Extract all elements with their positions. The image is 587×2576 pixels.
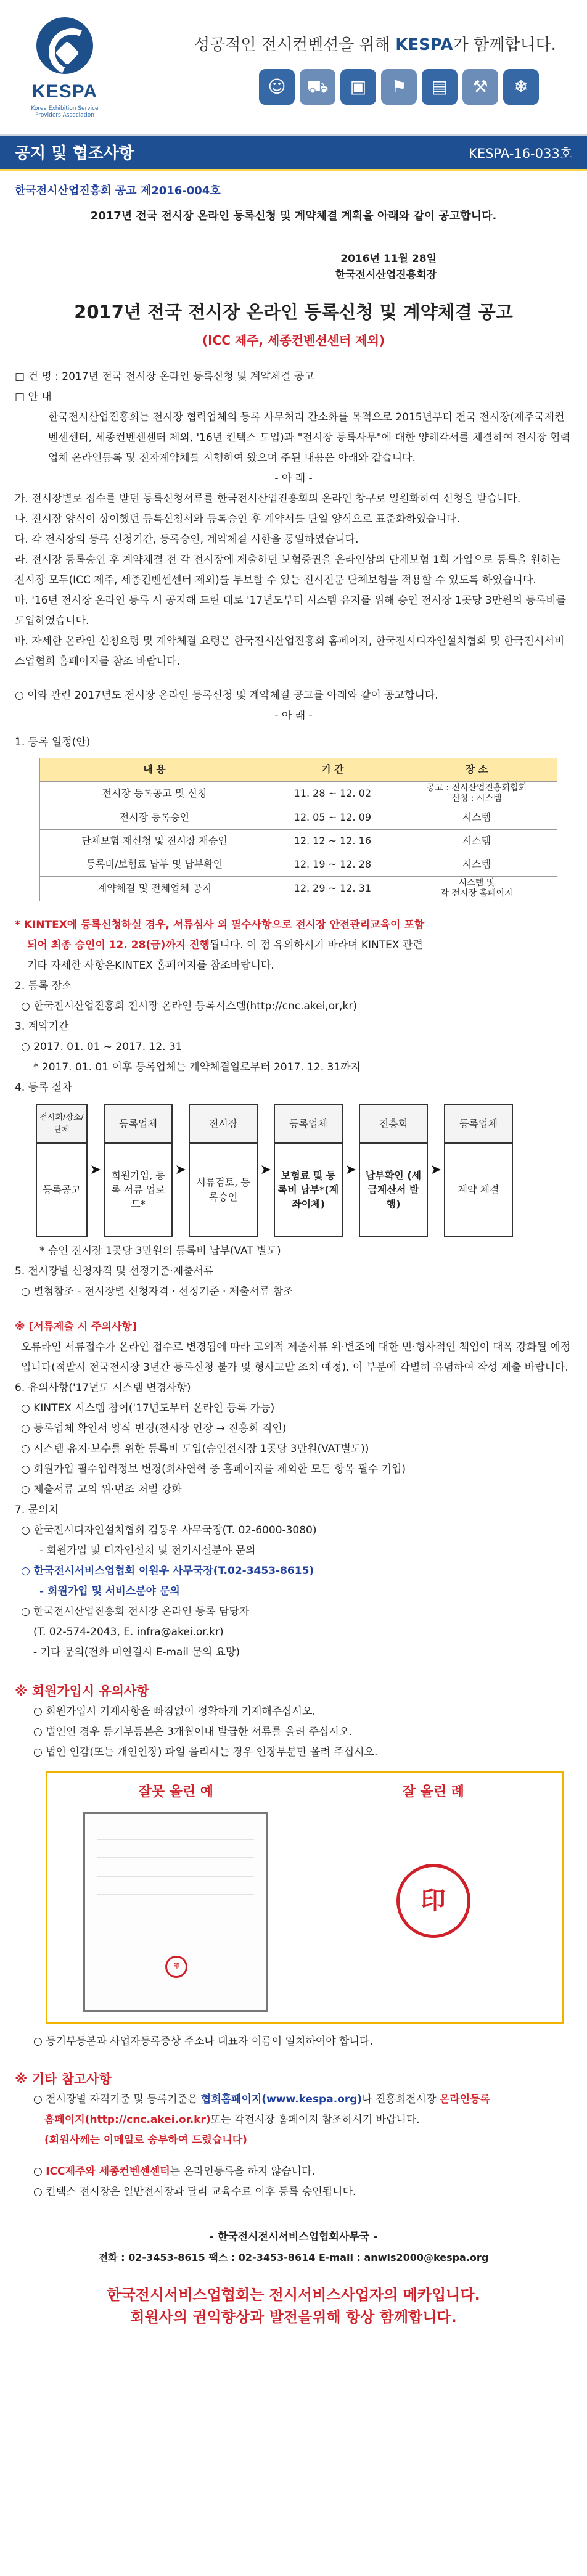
flow-box: [274, 1104, 343, 1237]
etc-note: (회원사께는 이메일로 송부하여 드렸습니다): [44, 2133, 247, 2146]
member-item: ○ 법인 인감(또는 개인인장) 파일 올리시는 경우 인장부분만 올려 주십시오.: [33, 1745, 378, 1758]
doc-title: 2017년 전국 전시장 온라인 등록신청 및 계약체결 공고: [74, 301, 513, 322]
flow-box-bottom: 계약 체결: [458, 1183, 499, 1196]
schedule-header-row: [40, 758, 557, 781]
flow-box-top: 진흥회: [360, 1105, 427, 1144]
table-cell: 12. 12 ~ 12. 16: [269, 829, 396, 853]
kintex-more: 기타 자세한 사항은KINTEX 홈페이지를 참조바랍니다.: [27, 959, 274, 972]
col-header: 기 간: [269, 758, 396, 781]
table-row: [40, 829, 557, 853]
table-cell: 전시장 등록승인: [40, 806, 269, 829]
table-cell: 12. 05 ~ 12. 09: [269, 806, 396, 829]
contact-line: - 회원가입 및 디자인설치 및 전기시설분야 문의: [39, 1544, 256, 1557]
slogan-pre: 성공적인 전시컨벤션을 위해: [194, 36, 396, 54]
table-cell: 12. 29 ~ 12. 31: [269, 876, 396, 901]
table-cell: 전시장 등록공고 및 신청: [40, 781, 269, 806]
method-line[interactable]: ○ 한국전시산업진흥회 전시장 온라인 등록시스템(http://cnc.akei,or,kr): [21, 999, 357, 1012]
change-item: ○ KINTEX 시스템 참여('17년도부터 온라인 등록 가능): [21, 1401, 275, 1414]
contact-line: - 기타 문의(전화 미연결시 E-mail 문의 요망): [33, 1646, 240, 1659]
slogan-post: 가 함께합니다.: [453, 36, 556, 54]
kespa-logo[interactable]: [25, 17, 105, 119]
flow-box-top: 등록업체: [445, 1105, 512, 1144]
chair-icon: ▣: [340, 69, 376, 105]
table-row: [40, 876, 557, 901]
contact-line: ○ 한국전시산업진흥회 전시장 온라인 등록 담당자: [21, 1605, 250, 1618]
docs-line: ○ 별첨참조 - 전시장별 신청자격 · 선정기준 · 제출서류 참조: [21, 1285, 294, 1298]
schedule-heading: 1. 등록 일정(안): [15, 736, 91, 749]
doc-line: [97, 1857, 254, 1858]
col-header: 장 소: [396, 758, 557, 781]
flow-box-top: 등록업체: [105, 1105, 171, 1144]
kintex-plain-text: 됩니다. 이 점 유의하시기 바라며 KINTEX 관련: [209, 938, 423, 951]
schedule-table: [39, 758, 557, 901]
contact-heading: 7. 문의처: [15, 1503, 59, 1516]
flow-box-bottom: 회원가입, 등록 서류 업로드*: [111, 1169, 165, 1210]
doc-line: [97, 1839, 254, 1840]
col-header: 내 용: [40, 758, 269, 781]
flow-box-bottom: 보험료 및 등록비 납부*(계좌이체): [277, 1169, 339, 1210]
service-icons: [259, 69, 539, 105]
contact-line: ○ 한국전시디자인설치협회 김동우 사무국장(T. 02-6000-3080): [21, 1524, 317, 1536]
bad-example: [47, 1773, 305, 2022]
contact-line-highlight: ○ 한국전시서비스업협회 이원우 사무국장(T.02-3453-8615): [21, 1564, 314, 1577]
contact-email[interactable]: (T. 02-574-2043, E. infra@akei.or.kr): [33, 1625, 224, 1638]
case-line: □ 건 명 : 2017년 전국 전시장 온라인 등록신청 및 계약체결 공고: [15, 370, 314, 383]
etc-text: ○: [33, 2165, 46, 2178]
member-after: ○ 등기부등본과 사업자등록증상 주소나 대표자 이름이 일치하여야 합니다.: [33, 2035, 373, 2048]
change-item: ○ 등록업체 확인서 양식 변경(전시장 인장 → 진흥회 직인): [21, 1422, 287, 1435]
table-cell: 시스템: [396, 829, 557, 853]
content: [0, 183, 587, 2328]
etc-line: ○ 킨텍스 전시장은 일반전시장과 달리 교육수료 이후 등록 승인됩니다.: [33, 2185, 356, 2198]
flow-box: [189, 1104, 258, 1237]
procedure-heading: 4. 등록 절차: [15, 1081, 72, 1094]
seal-stamp-icon: 印: [165, 1956, 187, 1978]
seal-stamp-icon: 印: [396, 1864, 470, 1938]
announce-line1: 한국전시산업진흥회 공고 제2016-004호: [15, 184, 221, 197]
footer-org: - 한국전시전시서비스업협회사무국 -: [209, 2230, 378, 2243]
arrow-right-icon: ➤: [174, 1162, 187, 1178]
slogan-brand: KESPA: [395, 36, 453, 54]
doc-line: [97, 1876, 254, 1877]
kespa-homepage-link[interactable]: 협회홈페이지(www.kespa.org): [200, 2093, 363, 2106]
flow-box: [36, 1104, 88, 1237]
intro-item: 바. 자세한 온라인 신청요령 및 계약체결 요령은 한국전시산업진흥회 홈페이지, 한국전시디자인설치협회 및 한국전시서비스업협회 홈페이지를 참조 바랍니다.: [15, 634, 565, 668]
etc-text: 는 온라인등록을 하지 않습니다.: [170, 2165, 315, 2178]
procedure-flow: [36, 1104, 572, 1237]
kintex-warning-1: * KINTEX에 등록신청하실 경우, 서류심사 외 필수사항으로 전시장 안전관리교육이 포함: [15, 918, 425, 931]
sign-icon: ⚑: [381, 69, 417, 105]
table-cell: 12. 19 ~ 12. 28: [269, 853, 396, 876]
notice-line: ○ 이와 관련 2017년도 전시장 온라인 등록신청 및 계약체결 공고를 아래와 같이 공고합니다.: [15, 689, 438, 702]
announce-date: 2016년 11월 28일: [340, 253, 437, 265]
title-bar: [0, 136, 587, 171]
logo-name: KESPA: [31, 81, 98, 102]
period-line: ○ 2017. 01. 01 ~ 2017. 12. 31: [21, 1040, 183, 1053]
below-marker: - 아 래 -: [274, 472, 313, 485]
announce-org: 한국전시산업진흥회장: [335, 268, 437, 281]
flow-box-bottom: 서류검토, 등록승인: [196, 1176, 250, 1203]
announce-line2: 2017년 전국 전시장 온라인 등록신청 및 계약체결 계획을 아래와 같이 공고합니다.: [90, 210, 497, 223]
intro-item: 가. 전시장별로 접수를 받던 등록신청서류를 한국전시산업진흥회의 온라인 창구로 일원화하여 신청을 받습니다.: [15, 492, 521, 505]
intro-item: 라. 전시장 등록승인 후 계약체결 전 각 전시장에 제출하던 보험증권을 온라인상의 단체보험 1회 가입으로 등록을 원하는 전시장 모두(ICC 제주, 세종컨벤센센터 제외)를 부보할 수 있는 전시전문 단체보험을 적용할 수 있도록 하였습니다.: [15, 553, 561, 586]
table-cell: 11. 28 ~ 12. 02: [269, 781, 396, 806]
etc-red-text: ICC제주와 세종컨벤센센터: [46, 2165, 170, 2178]
intro-paragraph: 한국전시산업진흥회는 전시장 협력업체의 등록 사무처리 간소화를 목적으로 2015년부터 전국 전시장(제주국제컨벤센센터, 세종컨벤센센터 제외, '16년 킨텍스 도입)과 "전시장 등록사무"에 대한 양해각서를 체결하여 전시장 협력업체 온라인등록 및 전자계약체를 시행하여 왔으며 주된 내용은 아래와 같습니다.: [48, 411, 570, 464]
footer-slogan-2: 회원사의 권익향상과 발전을위해 항상 함께합니다.: [130, 2308, 457, 2326]
etc-text: ○ 전시장별 자격기준 및 등록기준은: [33, 2093, 201, 2106]
period-note: * 2017. 01. 01 이후 등록업체는 계약체결일로부터 2017. 12. 31까지: [33, 1060, 361, 1073]
cnc-homepage-link[interactable]: 홈페이지(http://cnc.akei.or.kr): [44, 2113, 211, 2126]
table-cell: 시스템: [396, 853, 557, 876]
logo-mark-icon: [36, 17, 93, 74]
bulb-icon: ❄: [503, 69, 539, 105]
table-cell: 계약체결 및 전체업체 공지: [40, 876, 269, 901]
document-preview: [83, 1812, 268, 2012]
method-heading: 2. 등록 장소: [15, 979, 72, 992]
change-item: ○ 제출서류 고의 위·변조 처벌 강화: [21, 1483, 182, 1496]
arrow-right-icon: ➤: [89, 1162, 102, 1178]
doc-line: [97, 1894, 254, 1895]
notice-title: 공지 및 협조사항: [15, 144, 134, 163]
flow-box: [444, 1104, 513, 1237]
flow-box-top: 전시장: [190, 1105, 257, 1144]
caution-paragraph: 오류라인 서류접수가 온라인 접수로 변경됨에 따라 고의적 제출서류 위·변조에 대한 민·형사적인 책임이 대폭 강화될 예정입니다(적발시 전국전시장 3년간 등록신청 불가 및 형사고발 조치 예정). 이 부분에 각별히 유념하여 작성 제출 바랍니다.: [21, 1340, 571, 1374]
seal-example-box: [46, 1771, 564, 2024]
change-item: ○ 회원가입 필수입력정보 변경(회사연혁 중 홈페이지를 제외한 모든 항목 필수 기입): [21, 1462, 406, 1475]
member-heading: ※ 회원가입시 유의사항: [15, 1683, 149, 1699]
table-row: [40, 853, 557, 876]
flow-box-top: 등록업체: [275, 1105, 342, 1144]
flow-box: [104, 1104, 173, 1237]
procedure-note: * 승인 전시장 1곳당 3만원의 등록비 납부(VAT 별도): [39, 1244, 281, 1257]
intro-item: 마. '16년 전시장 온라인 등록 시 공지해 드린 대로 '17년도부터 시스템 유지를 위해 승인 전시장 1곳당 3만원의 등록비를 도입하였습니다.: [15, 594, 567, 627]
footer-slogan-1: 한국전시서비스업협회는 전시서비스사업자의 메카입니다.: [107, 2286, 480, 2303]
table-cell: 시스템 및 각 전시장 홈페이지: [396, 876, 557, 901]
people-icon: ☺: [259, 69, 295, 105]
etc-text: 또는 각전시장 홈페이지 참조하시기 바랍니다.: [210, 2113, 420, 2126]
notice-number: KESPA-16-033호: [469, 146, 572, 161]
table-cell: 공고 : 전시산업진흥회협회 신청 : 시스템: [396, 781, 557, 806]
docs-heading: 5. 전시장별 신청자격 및 선정기준·제출서류: [15, 1265, 214, 1278]
table-cell: 단체보험 재신청 및 전시장 재승인: [40, 829, 269, 853]
changes-heading: 6. 유의사항('17년도 시스템 변경사항): [15, 1381, 191, 1394]
kintex-red-text: 되어 최종 승인이 12. 28(금)까지 진행: [27, 938, 210, 951]
slogan: [194, 33, 556, 57]
arrow-right-icon: ➤: [345, 1162, 357, 1178]
bad-example-label: 잘못 올린 예: [138, 1784, 214, 1800]
table-cell: 등록비/보험료 납부 및 납부확인: [40, 853, 269, 876]
intro-item: 나. 전시장 양식이 상이했던 등록신청서와 등록승인 후 계약서를 단일 양식으로 표준화하였습니다.: [15, 512, 460, 525]
doc-subtitle: (ICC 제주, 세종컨벤션센터 제외): [202, 332, 385, 348]
etc-text: 나 진흥회전시장: [362, 2093, 440, 2106]
tools-icon: ⚒: [462, 69, 498, 105]
footer-contact: 전화 : 02-3453-8615 팩스 : 02-3453-8614 E-mail : anwls2000@kespa.org: [98, 2251, 489, 2263]
arrow-right-icon: ➤: [260, 1162, 272, 1178]
period-heading: 3. 계약기간: [15, 1020, 69, 1033]
guide-line: □ 안 내: [15, 390, 52, 403]
member-item: ○ 법인인 경우 등기부등본은 3개월이내 발급한 서류를 올려 주십시오.: [33, 1725, 353, 1738]
table-row: [40, 781, 557, 806]
change-item: ○ 시스템 유지·보수를 위한 등록비 도입(승인전시장 1곳당 3만원(VAT별도)): [21, 1442, 369, 1455]
intro-item: 다. 각 전시장의 등록 신청기간, 등록승인, 계약체결 시한을 통일하였습니다.: [15, 533, 359, 546]
etc-line: [15, 2110, 572, 2130]
flow-box: [359, 1104, 428, 1237]
contact-line-highlight: - 회원가입 및 서비스분야 문의: [39, 1585, 180, 1598]
table-cell: 시스템: [396, 806, 557, 829]
flow-box-top: 전시회/장소/단체: [37, 1105, 86, 1144]
member-item: ○ 회원가입시 기재사항을 빠짐없이 정확하게 기재해주십시오.: [33, 1705, 316, 1718]
header: [0, 0, 587, 136]
kintex-warning-2: [15, 935, 572, 956]
screen-icon: ▤: [422, 69, 458, 105]
etc-heading: ※ 기타 참고사항: [15, 2071, 112, 2086]
truck-icon: ⛟: [300, 69, 335, 105]
flow-box-bottom: 납부확인 (세금계산서 발행): [365, 1169, 422, 1210]
caution-heading: ※ [서류제출 시 주의사항]: [15, 1320, 137, 1333]
etc-line: [15, 2162, 572, 2182]
good-example-label: 잘 올린 례: [402, 1784, 464, 1800]
good-example: [305, 1773, 562, 2022]
arrow-right-icon: ➤: [430, 1162, 442, 1178]
table-row: [40, 806, 557, 829]
flow-box-bottom: 등록공고: [43, 1183, 81, 1196]
etc-line: [15, 2090, 572, 2110]
below-marker-2: - 아 래 -: [274, 709, 313, 722]
etc-red-text: 온라인등록: [439, 2093, 491, 2106]
logo-subtitle: Korea Exhibition Service Providers Association: [31, 105, 99, 118]
